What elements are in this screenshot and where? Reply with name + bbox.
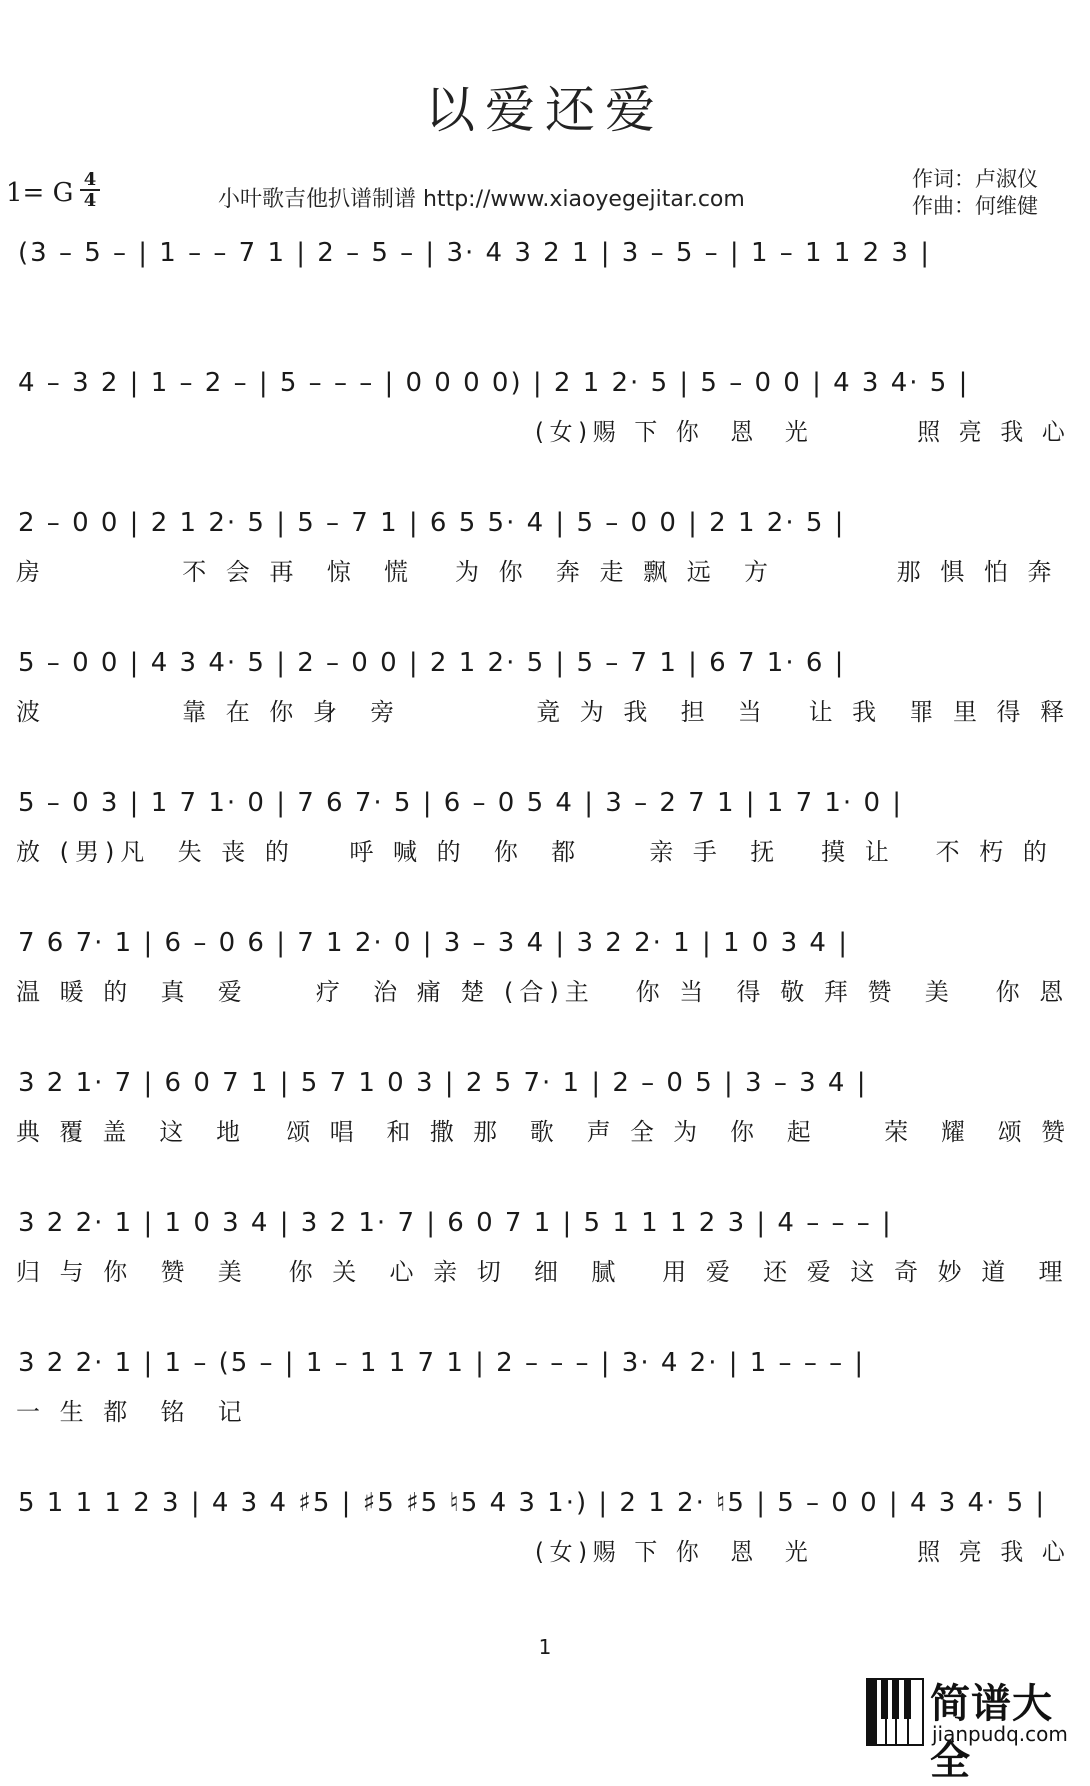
notes-line-2 bbox=[0, 362, 1070, 406]
site-logo bbox=[866, 1672, 1090, 1784]
piano-keys-icon bbox=[866, 1678, 924, 1746]
score-system-9 bbox=[0, 1342, 1090, 1442]
time-signature bbox=[80, 170, 100, 210]
composer: 作曲：何维健 bbox=[912, 194, 1038, 218]
notes-line-7 bbox=[0, 1062, 1070, 1106]
lyricist: 作词：卢淑仪 bbox=[912, 167, 1038, 191]
notes-text: 5 – 0 3 | 1 7 1· 0 | 7 6 7· 5 | 6 – 0 5 4 | 3 – 2 7 1 | 1 7 1· 0 | bbox=[18, 788, 904, 818]
page-number: 1 bbox=[538, 1635, 552, 1659]
score-system-5 bbox=[0, 782, 1090, 882]
score-system-6 bbox=[0, 922, 1090, 1022]
notes-line-5 bbox=[0, 782, 1070, 826]
key-signature: 1= G bbox=[6, 178, 74, 208]
lyrics-line-9: 一 生 都 铭 记 bbox=[16, 1398, 248, 1426]
score-system-8 bbox=[0, 1202, 1090, 1302]
logo-url: jianpudq.com bbox=[932, 1722, 1068, 1746]
lyrics-line-3: 房 不 会 再 惊 慌 为 你 奔 走 飘 远 方 那 惧 怕 奔 bbox=[16, 558, 1058, 586]
notes-text: 5 – 0 0 | 4 3 4· 5 | 2 – 0 0 | 2 1 2· 5 | 5 – 7 1 | 6 7 1· 6 | bbox=[18, 648, 846, 678]
notes-line-4 bbox=[0, 642, 1070, 686]
notes-text: 2 – 0 0 | 2 1 2· 5 | 5 – 7 1 | 6 5 5· 4 | 5 – 0 0 | 2 1 2· 5 | bbox=[18, 508, 846, 538]
lyrics-line-4: 波 靠 在 你 身 旁 竟 为 我 担 当 让 我 罪 里 得 释 bbox=[16, 698, 1071, 726]
notes-text: (3 – 5 – | 1 – – 7 1 | 2 – 5 – | 3· 4 3 2 1 | 3 – 5 – | 1 – 1 1 2 3 | bbox=[18, 238, 931, 268]
notes-text: 5 1 1 1 2 3 | 4 3 4 ♯5 | ♯5 ♯5 ♮5 4 3 1·) | 2 1 2· ♮5 | 5 – 0 0 | 4 3 4· 5 | bbox=[18, 1488, 1047, 1518]
lyrics-line-2: (女)赐 下 你 恩 光 照 亮 我 心 bbox=[535, 418, 1071, 446]
page-title: 以爱还爱 bbox=[425, 81, 665, 139]
notes-text: 3 2 2· 1 | 1 0 3 4 | 3 2 1· 7 | 6 0 7 1 | 5 1 1 1 2 3 | 4 – – – | bbox=[18, 1208, 893, 1238]
lyrics-line-8: 归 与 你 赞 美 你 关 心 亲 切 细 腻 用 爱 还 爱 这 奇 妙 道 理 bbox=[16, 1258, 1069, 1286]
score-system-1 bbox=[0, 232, 1090, 332]
score-system-7 bbox=[0, 1062, 1090, 1162]
lyrics-line-7: 典 覆 盖 这 地 颂 唱 和 撒 那 歌 声 全 为 你 起 荣 耀 颂 赞 bbox=[16, 1118, 1071, 1146]
lyrics-line-6: 温 暖 的 真 爱 疗 治 痛 楚 (合)主 你 当 得 敬 拜 赞 美 你 恩 bbox=[16, 978, 1070, 1006]
notes-line-3 bbox=[0, 502, 1070, 546]
transcriber-credit: 小叶歌吉他扒谱制谱 http://www.xiaoyegejitar.com bbox=[218, 187, 745, 212]
notes-text: 3 2 1· 7 | 6 0 7 1 | 5 7 1 0 3 | 2 5 7· 1 | 2 – 0 5 | 3 – 3 4 | bbox=[18, 1068, 868, 1098]
score-system-10 bbox=[0, 1482, 1090, 1582]
lyrics-line-10: (女)赐 下 你 恩 光 照 亮 我 心 bbox=[535, 1538, 1071, 1566]
lyrics-line-5: 放 (男)凡 失 丧 的 呼 喊 的 你 都 亲 手 抚 摸 让 不 朽 的 bbox=[16, 838, 1053, 866]
score-system-4 bbox=[0, 642, 1090, 742]
notes-line-1 bbox=[0, 232, 1070, 276]
notes-text: 4 – 3 2 | 1 – 2 – | 5 – – – | 0 0 0 0) | 2 1 2· 5 | 5 – 0 0 | 4 3 4· 5 | bbox=[18, 368, 970, 398]
notes-line-6 bbox=[0, 922, 1070, 966]
score-system-3 bbox=[0, 502, 1090, 602]
meter-top: 4 bbox=[80, 170, 100, 191]
score-system-2 bbox=[0, 362, 1090, 462]
notes-text: 3 2 2· 1 | 1 – (5 – | 1 – 1 1 7 1 | 2 – – – | 3· 4 2· | 1 – – – | bbox=[18, 1348, 866, 1378]
notes-line-8 bbox=[0, 1202, 1070, 1246]
notes-line-9 bbox=[0, 1342, 1070, 1386]
meter-bottom: 4 bbox=[83, 190, 97, 211]
logo-text: 简谱大全 bbox=[930, 1681, 1053, 1784]
authors-block bbox=[912, 166, 1038, 220]
notes-text: 7 6 7· 1 | 6 – 0 6 | 7 1 2· 0 | 3 – 3 4 | 3 2 2· 1 | 1 0 3 4 | bbox=[18, 928, 849, 958]
notes-line-10 bbox=[0, 1482, 1070, 1526]
